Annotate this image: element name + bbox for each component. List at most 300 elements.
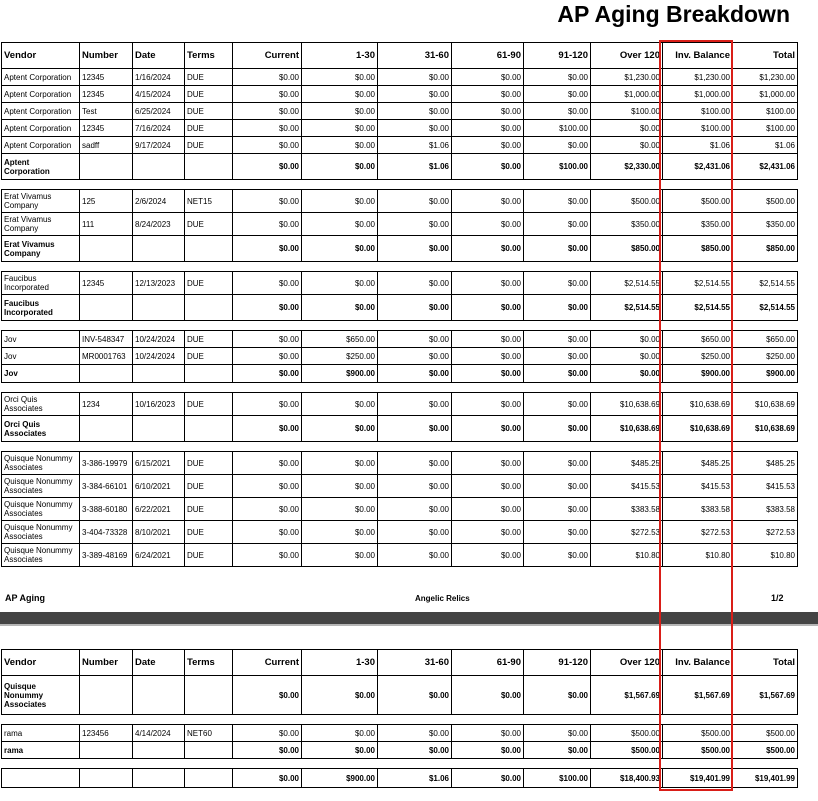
table-cell: Quisque Nonummy Associates <box>2 544 80 567</box>
table-cell: $0.00 <box>452 236 524 262</box>
table-cell: DUE <box>185 331 233 348</box>
page-break-divider <box>0 612 818 624</box>
spacer-cell <box>185 759 233 769</box>
table-cell: $0.00 <box>452 69 524 86</box>
table-cell: $0.00 <box>378 236 452 262</box>
table-cell: DUE <box>185 272 233 295</box>
table-cell: 8/10/2021 <box>133 521 185 544</box>
table-cell: $0.00 <box>524 742 591 759</box>
spacer-cell <box>2 180 80 190</box>
table-cell: DUE <box>185 475 233 498</box>
table-cell: $10,638.69 <box>591 416 663 442</box>
table-cell: $0.00 <box>524 365 591 383</box>
table-cell: $100.00 <box>733 103 798 120</box>
column-header: Current <box>233 43 302 69</box>
column-header: Total <box>733 43 798 69</box>
table-cell <box>80 154 133 180</box>
table-cell: $272.53 <box>591 521 663 544</box>
table-cell: $1,000.00 <box>733 86 798 103</box>
table-cell: 8/24/2023 <box>133 213 185 236</box>
spacer-cell <box>2 715 80 725</box>
table-cell: $0.00 <box>591 120 663 137</box>
table-cell: $10.80 <box>591 544 663 567</box>
table-cell: $0.00 <box>452 521 524 544</box>
column-header: Inv. Balance <box>663 43 733 69</box>
table-cell: $0.00 <box>378 103 452 120</box>
table-cell: $900.00 <box>302 365 378 383</box>
table-cell: $0.00 <box>452 348 524 365</box>
table-cell: $2,514.55 <box>591 272 663 295</box>
column-header: Terms <box>185 43 233 69</box>
table-cell: $0.00 <box>524 272 591 295</box>
table-cell: $0.00 <box>452 725 524 742</box>
table-cell: $0.00 <box>233 416 302 442</box>
table-cell: 111 <box>80 213 133 236</box>
table-cell: $10.80 <box>663 544 733 567</box>
column-header: 61-90 <box>452 43 524 69</box>
footer-company-name: Angelic Relics <box>415 594 470 603</box>
table-cell: $1.06 <box>378 137 452 154</box>
spacer-cell <box>663 759 733 769</box>
table-cell: 1234 <box>80 393 133 416</box>
table-cell <box>133 154 185 180</box>
spacer-cell <box>233 262 302 272</box>
table-cell: $0.00 <box>233 365 302 383</box>
spacer-cell <box>2 321 80 331</box>
table-cell: $900.00 <box>733 365 798 383</box>
table-cell: $0.00 <box>378 331 452 348</box>
spacer-cell <box>733 715 798 725</box>
spacer-cell <box>80 442 133 452</box>
table-cell: $10.80 <box>733 544 798 567</box>
spacer-cell <box>733 180 798 190</box>
table-cell: 12345 <box>80 86 133 103</box>
spacer-cell <box>80 180 133 190</box>
table-cell: $0.00 <box>233 272 302 295</box>
table-cell: $1.06 <box>733 137 798 154</box>
table-cell: $1,230.00 <box>663 69 733 86</box>
table-cell: $0.00 <box>452 103 524 120</box>
group-spacer <box>2 442 798 452</box>
table-cell: $500.00 <box>591 190 663 213</box>
table-cell: $0.00 <box>302 742 378 759</box>
table-cell: 10/16/2023 <box>133 393 185 416</box>
table-cell: $0.00 <box>302 137 378 154</box>
table-cell: $650.00 <box>733 331 798 348</box>
table-cell: $0.00 <box>302 120 378 137</box>
table-cell: Jov <box>2 348 80 365</box>
table-cell: $0.00 <box>524 86 591 103</box>
table-cell: 9/17/2024 <box>133 137 185 154</box>
report-title: AP Aging Breakdown <box>557 1 790 27</box>
table-cell <box>2 769 80 788</box>
vendor-total-row <box>2 154 798 180</box>
spacer-cell <box>185 442 233 452</box>
table-cell: $0.00 <box>378 272 452 295</box>
table-cell: $0.00 <box>524 725 591 742</box>
spacer-cell <box>524 321 591 331</box>
table-cell: $0.00 <box>591 137 663 154</box>
spacer-cell <box>663 321 733 331</box>
table-cell: $0.00 <box>452 137 524 154</box>
spacer-cell <box>378 383 452 393</box>
table-cell: $0.00 <box>452 272 524 295</box>
table-cell: $0.00 <box>452 544 524 567</box>
spacer-cell <box>733 321 798 331</box>
spacer-cell <box>378 759 452 769</box>
table-cell: NET15 <box>185 190 233 213</box>
table-cell: $2,514.55 <box>733 272 798 295</box>
group-spacer <box>2 321 798 331</box>
table-cell: $250.00 <box>663 348 733 365</box>
table-cell: $0.00 <box>524 676 591 715</box>
table-cell: Aptent Corporation <box>2 103 80 120</box>
table-cell: $0.00 <box>233 393 302 416</box>
table-cell: 6/25/2024 <box>133 103 185 120</box>
invoice-row <box>2 272 798 295</box>
table-cell: $0.00 <box>524 416 591 442</box>
spacer-cell <box>185 383 233 393</box>
table-cell: $100.00 <box>524 120 591 137</box>
table-cell: 3-404-73328 <box>80 521 133 544</box>
table-cell <box>133 365 185 383</box>
table-cell: $0.00 <box>233 236 302 262</box>
table-cell: Quisque Nonummy Associates <box>2 452 80 475</box>
table-cell: $2,330.00 <box>591 154 663 180</box>
table-cell: $0.00 <box>302 393 378 416</box>
vendor-total-row <box>2 416 798 442</box>
table-cell: $1,230.00 <box>591 69 663 86</box>
table-cell: $0.00 <box>233 769 302 788</box>
table-cell: $0.00 <box>378 521 452 544</box>
table-cell: $900.00 <box>663 365 733 383</box>
table-cell: $2,431.06 <box>733 154 798 180</box>
spacer-cell <box>663 442 733 452</box>
spacer-cell <box>452 759 524 769</box>
spacer-cell <box>524 383 591 393</box>
spacer-cell <box>663 383 733 393</box>
invoice-row <box>2 137 798 154</box>
table-cell: $0.00 <box>524 331 591 348</box>
invoice-row <box>2 452 798 475</box>
spacer-cell <box>733 383 798 393</box>
table-cell: NET60 <box>185 725 233 742</box>
column-header: 1-30 <box>302 43 378 69</box>
table-cell: 6/24/2021 <box>133 544 185 567</box>
table-cell: $0.00 <box>233 137 302 154</box>
table-cell: $383.58 <box>733 498 798 521</box>
table-header-row <box>2 43 798 69</box>
table-cell: rama <box>2 725 80 742</box>
invoice-row <box>2 213 798 236</box>
table-cell: $0.00 <box>378 86 452 103</box>
table-cell: Test <box>80 103 133 120</box>
table-cell: $850.00 <box>591 236 663 262</box>
table-cell: $0.00 <box>452 416 524 442</box>
table-cell: $0.00 <box>302 272 378 295</box>
spacer-cell <box>452 715 524 725</box>
spacer-cell <box>378 180 452 190</box>
table-cell: $500.00 <box>591 742 663 759</box>
spacer-cell <box>133 442 185 452</box>
table-cell: $0.00 <box>302 521 378 544</box>
column-header: Vendor <box>2 650 80 676</box>
table-cell: $0.00 <box>524 137 591 154</box>
spacer-cell <box>185 321 233 331</box>
table-cell: Aptent Corporation <box>2 154 80 180</box>
table-cell: $0.00 <box>378 498 452 521</box>
table-cell: $250.00 <box>733 348 798 365</box>
table-cell: INV-548347 <box>80 331 133 348</box>
table-cell: 10/24/2024 <box>133 348 185 365</box>
aging-table-page-1 <box>1 42 798 567</box>
spacer-cell <box>452 262 524 272</box>
table-cell: $0.00 <box>233 742 302 759</box>
column-header: 91-120 <box>524 43 591 69</box>
invoice-row <box>2 103 798 120</box>
spacer-cell <box>524 180 591 190</box>
table-cell: $0.00 <box>378 416 452 442</box>
spacer-cell <box>591 262 663 272</box>
table-cell: $1.06 <box>378 154 452 180</box>
table-cell: $0.00 <box>591 365 663 383</box>
table-cell: Aptent Corporation <box>2 137 80 154</box>
footer-page-number: 1/2 <box>771 593 784 603</box>
table-cell: DUE <box>185 498 233 521</box>
invoice-row <box>2 348 798 365</box>
column-header: Inv. Balance <box>663 650 733 676</box>
table-cell <box>185 154 233 180</box>
table-cell <box>80 365 133 383</box>
table-cell: DUE <box>185 348 233 365</box>
table-cell: $0.00 <box>452 769 524 788</box>
table-cell: DUE <box>185 86 233 103</box>
table-cell: $0.00 <box>452 120 524 137</box>
table-cell: $0.00 <box>233 521 302 544</box>
table-cell: $0.00 <box>302 544 378 567</box>
table-cell: $650.00 <box>302 331 378 348</box>
table-cell: $2,514.55 <box>591 295 663 321</box>
table-cell: $0.00 <box>302 213 378 236</box>
table-cell: DUE <box>185 393 233 416</box>
footer-report-name: AP Aging <box>5 593 45 603</box>
spacer-cell <box>591 383 663 393</box>
table-cell: DUE <box>185 521 233 544</box>
table-cell: $415.53 <box>663 475 733 498</box>
spacer-cell <box>80 759 133 769</box>
table-cell: 3-388-60180 <box>80 498 133 521</box>
table-cell: $0.00 <box>452 393 524 416</box>
table-cell: Jov <box>2 331 80 348</box>
spacer-cell <box>663 180 733 190</box>
column-header: Number <box>80 43 133 69</box>
table-cell: $0.00 <box>452 676 524 715</box>
table-cell: $0.00 <box>378 676 452 715</box>
table-cell: $272.53 <box>663 521 733 544</box>
table-cell: 3-384-66101 <box>80 475 133 498</box>
spacer-cell <box>133 321 185 331</box>
table-cell <box>133 676 185 715</box>
table-cell: Aptent Corporation <box>2 86 80 103</box>
table-cell: $850.00 <box>733 236 798 262</box>
table-cell: $0.00 <box>233 103 302 120</box>
table-cell: $0.00 <box>302 498 378 521</box>
table-cell: 3-389-48169 <box>80 544 133 567</box>
table-cell: 125 <box>80 190 133 213</box>
spacer-cell <box>733 262 798 272</box>
invoice-row <box>2 120 798 137</box>
spacer-cell <box>524 442 591 452</box>
table-cell: $0.00 <box>452 86 524 103</box>
table-cell: Aptent Corporation <box>2 120 80 137</box>
table-cell: $500.00 <box>733 742 798 759</box>
spacer-cell <box>233 180 302 190</box>
table-cell: $250.00 <box>302 348 378 365</box>
table-cell: $100.00 <box>524 769 591 788</box>
spacer-cell <box>302 262 378 272</box>
invoice-row <box>2 393 798 416</box>
table-cell: $1.06 <box>663 137 733 154</box>
table-cell: DUE <box>185 544 233 567</box>
spacer-cell <box>80 383 133 393</box>
invoice-row <box>2 498 798 521</box>
spacer-cell <box>378 321 452 331</box>
table-cell: $0.00 <box>591 348 663 365</box>
table-cell: $0.00 <box>452 331 524 348</box>
spacer-cell <box>133 180 185 190</box>
table-cell: $100.00 <box>591 103 663 120</box>
table-cell: $100.00 <box>524 154 591 180</box>
spacer-cell <box>233 759 302 769</box>
spacer-cell <box>233 715 302 725</box>
table-cell: $0.00 <box>302 190 378 213</box>
column-header: Vendor <box>2 43 80 69</box>
table-cell: $0.00 <box>233 86 302 103</box>
spacer-cell <box>591 321 663 331</box>
table-cell: $2,431.06 <box>663 154 733 180</box>
table-cell: $0.00 <box>302 725 378 742</box>
table-cell: $0.00 <box>378 365 452 383</box>
table-cell <box>185 416 233 442</box>
spacer-cell <box>378 715 452 725</box>
invoice-row <box>2 544 798 567</box>
table-cell: 7/16/2024 <box>133 120 185 137</box>
spacer-cell <box>80 321 133 331</box>
table-header-row <box>2 650 798 676</box>
table-cell: $485.25 <box>663 452 733 475</box>
spacer-cell <box>80 262 133 272</box>
invoice-row <box>2 725 798 742</box>
table-cell: $0.00 <box>233 348 302 365</box>
table-cell: 12345 <box>80 69 133 86</box>
table-cell: $0.00 <box>233 676 302 715</box>
table-cell: $1,567.69 <box>663 676 733 715</box>
group-spacer <box>2 759 798 769</box>
spacer-cell <box>133 383 185 393</box>
table-cell <box>80 742 133 759</box>
table-cell: $0.00 <box>524 103 591 120</box>
page-break-shadow <box>0 624 818 626</box>
table-cell: $0.00 <box>233 498 302 521</box>
spacer-cell <box>233 321 302 331</box>
table-cell: $0.00 <box>302 676 378 715</box>
table-cell: $1,567.69 <box>591 676 663 715</box>
table-cell: $500.00 <box>663 725 733 742</box>
spacer-cell <box>133 262 185 272</box>
table-cell: $0.00 <box>302 86 378 103</box>
spacer-cell <box>185 715 233 725</box>
invoice-row <box>2 331 798 348</box>
vendor-total-row <box>2 769 798 788</box>
spacer-cell <box>524 262 591 272</box>
aging-table-page-2 <box>1 649 798 788</box>
spacer-cell <box>233 442 302 452</box>
table-cell: $0.00 <box>302 452 378 475</box>
table-cell: $0.00 <box>233 475 302 498</box>
spacer-cell <box>185 262 233 272</box>
spacer-cell <box>733 759 798 769</box>
table-cell <box>80 236 133 262</box>
table-cell: $0.00 <box>452 742 524 759</box>
table-cell: $0.00 <box>233 154 302 180</box>
table-cell: $0.00 <box>378 213 452 236</box>
invoice-row <box>2 475 798 498</box>
table-cell: $10,638.69 <box>663 416 733 442</box>
spacer-cell <box>302 759 378 769</box>
table-cell: 6/10/2021 <box>133 475 185 498</box>
group-spacer <box>2 262 798 272</box>
table-cell: $850.00 <box>663 236 733 262</box>
table-cell: Quisque Nonummy Associates <box>2 498 80 521</box>
table-cell: $0.00 <box>452 365 524 383</box>
table-cell <box>80 416 133 442</box>
invoice-row <box>2 69 798 86</box>
column-header: Over 120 <box>591 43 663 69</box>
spacer-cell <box>2 383 80 393</box>
table-cell: $350.00 <box>591 213 663 236</box>
table-cell: 4/14/2024 <box>133 725 185 742</box>
table-cell: DUE <box>185 137 233 154</box>
spacer-cell <box>302 715 378 725</box>
table-cell <box>185 365 233 383</box>
vendor-total-row <box>2 295 798 321</box>
table-cell: $415.53 <box>733 475 798 498</box>
group-spacer <box>2 383 798 393</box>
table-cell: $1,000.00 <box>591 86 663 103</box>
table-cell <box>133 295 185 321</box>
table-cell: $0.00 <box>378 742 452 759</box>
table-cell <box>185 236 233 262</box>
spacer-cell <box>233 383 302 393</box>
table-cell <box>80 769 133 788</box>
table-cell <box>133 236 185 262</box>
table-cell: Quisque Nonummy Associates <box>2 521 80 544</box>
table-cell: $0.00 <box>524 498 591 521</box>
table-cell: $0.00 <box>233 331 302 348</box>
table-cell: sadff <box>80 137 133 154</box>
table-cell: $485.25 <box>591 452 663 475</box>
table-cell: $2,514.55 <box>663 272 733 295</box>
spacer-cell <box>2 442 80 452</box>
table-cell: $0.00 <box>302 475 378 498</box>
spacer-cell <box>663 715 733 725</box>
spacer-cell <box>591 180 663 190</box>
column-header: Terms <box>185 650 233 676</box>
table-cell: DUE <box>185 452 233 475</box>
table-cell: $0.00 <box>302 416 378 442</box>
table-cell: $1,230.00 <box>733 69 798 86</box>
table-cell: $19,401.99 <box>733 769 798 788</box>
